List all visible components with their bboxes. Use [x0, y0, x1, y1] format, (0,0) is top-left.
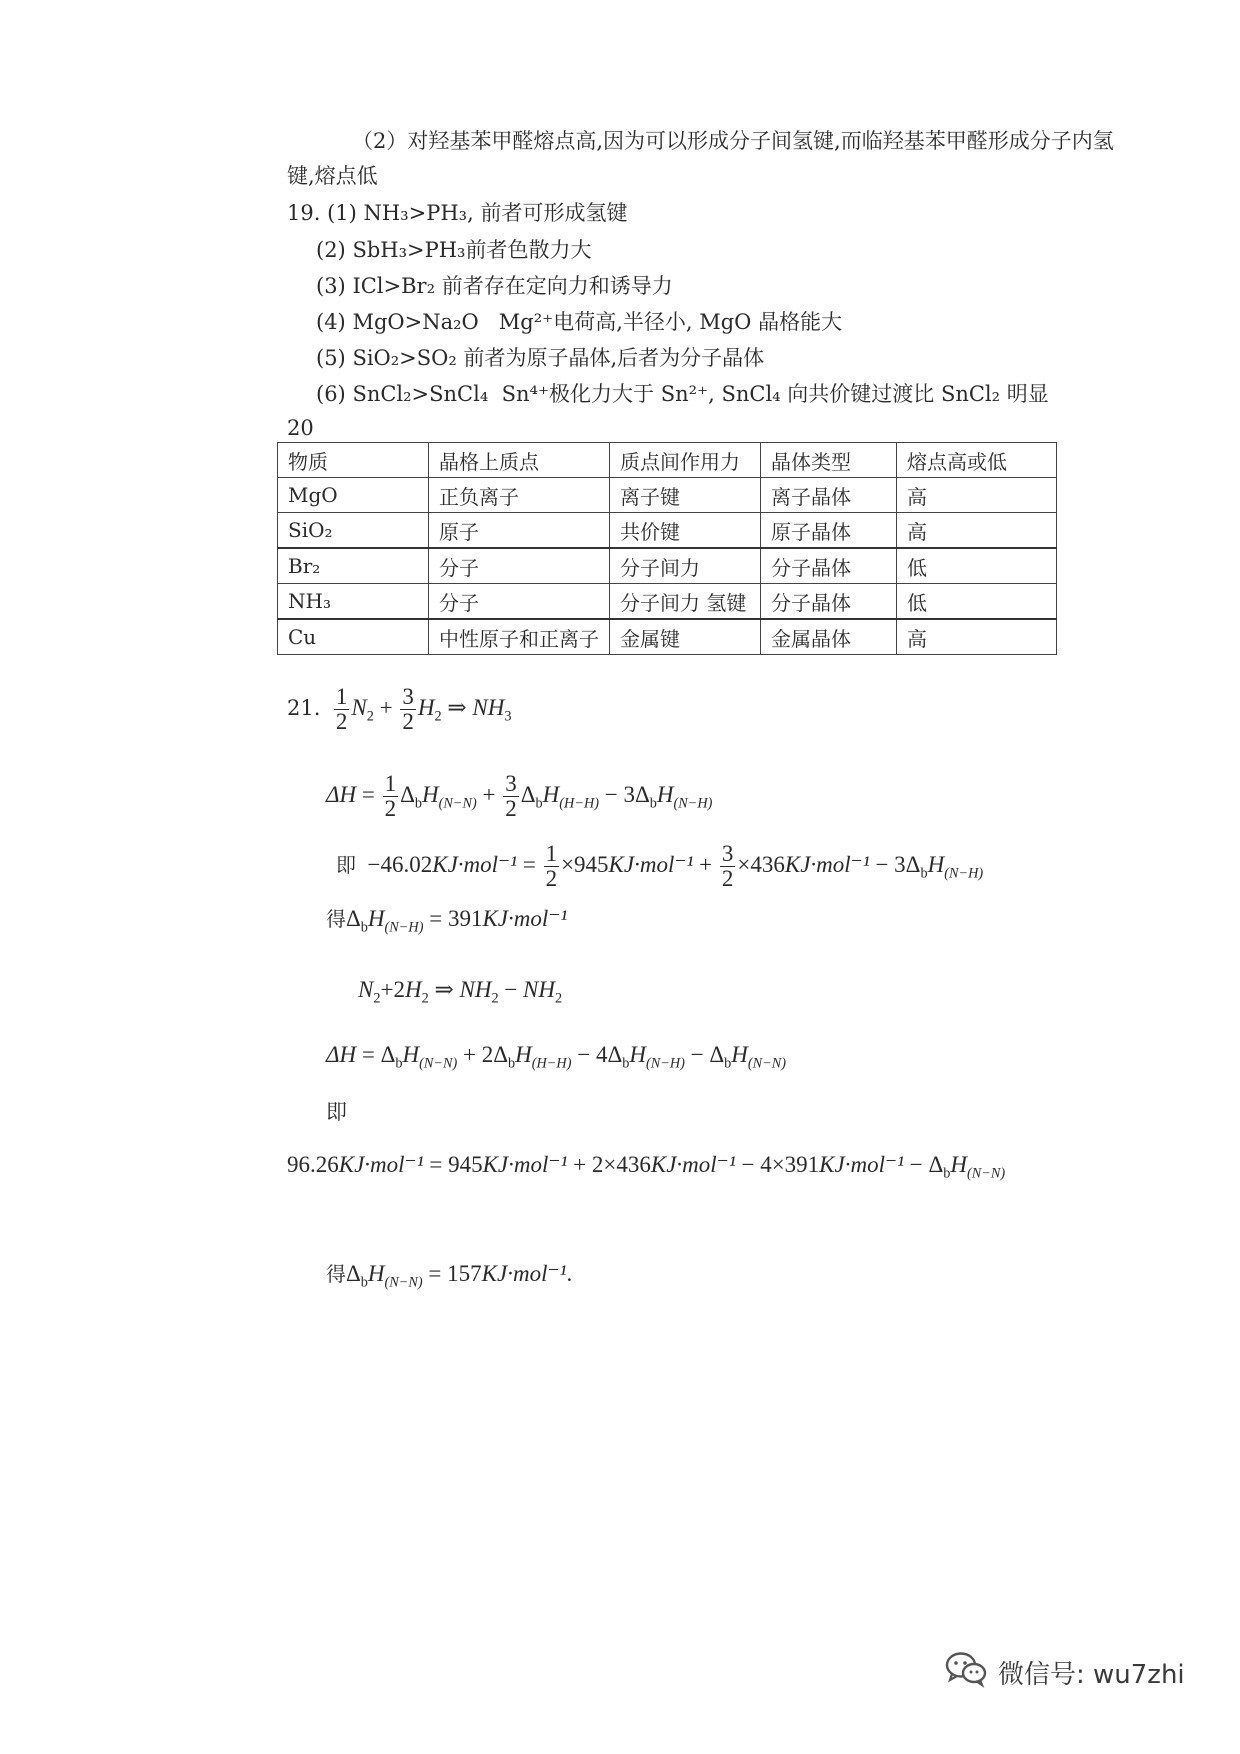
q19-item-4: (4) MgO>Na₂O Mg²⁺电荷高,半径小, MgO 晶格能大 — [316, 310, 843, 334]
table-cell: 金属晶体 — [761, 619, 897, 655]
q21-enthalpy-eq-1: ΔH = $\frac{1}{2}$ $\Delta_bH_{(N-N)}$ + $\frac{3}{2}$ $\Delta_bH_{(H-H)} - 3\Delta_bH_{(N-H)}$ — [326, 771, 713, 822]
table-header: 物质 — [278, 443, 429, 478]
table-cell: Br₂ — [278, 548, 429, 584]
fraction-one-half: $\frac{1}{2}$ — [335, 684, 348, 735]
q19-item-6: (6) SnCl₂>SnCl₄ Sn⁴⁺极化力大于 Sn²⁺, SnCl₄ 向共价键过渡比 SnCl₂ 明显 — [316, 382, 1049, 406]
table-cell: 高 — [897, 619, 1057, 655]
table-cell: 低 — [897, 548, 1057, 584]
table-cell: 中性原子和正离子 — [429, 619, 610, 655]
q21-enthalpy-sub-2: $96.26KJ\cdot mol^{-1} = 945KJ\cdot mol^{-1} + 2\times 436KJ\cdot mol^{-1} - 4\times 391KJ\cdot mol^{-1} - \Delta_bH_{(N-N)}$ — [287, 1152, 1006, 1182]
q21-word-ji: 即 — [326, 1100, 347, 1124]
table-cell: 共价键 — [610, 513, 761, 549]
table-row — [278, 548, 1057, 584]
table-cell: NH₃ — [278, 584, 429, 620]
q18-part2-line1: （2）对羟基苯甲醛熔点高,因为可以形成分子间氢键,而临羟基苯甲醛形成分子内氢 — [352, 129, 1114, 153]
table-cell: 分子间力 — [610, 548, 761, 584]
table-cell: 高 — [897, 478, 1057, 513]
q21-reaction-2: $N_2+2H_2$ ⇒ $NH_2 - NH_2$ — [358, 977, 563, 1007]
table-cell: 分子 — [429, 584, 610, 620]
crystal-table — [277, 442, 1057, 655]
table-cell: MgO — [278, 478, 429, 513]
q18-part2-line2: 键,熔点低 — [287, 164, 378, 188]
q21-reaction-1: 21. $\frac{1}{2}$ $N_2$ + $\frac{3}{2}$ $H_2$ ⇒ $NH_3$ — [287, 684, 512, 735]
table-header: 晶格上质点 — [429, 443, 610, 478]
q19-item-3: (3) ICl>Br₂ 前者存在定向力和诱导力 — [316, 274, 673, 298]
watermark-text: 微信号: wu7zhi — [998, 1660, 1185, 1690]
fraction-three-halves: $\frac{3}{2}$ — [402, 684, 414, 735]
table-cell: 原子晶体 — [761, 513, 897, 549]
q19-item-1: 19. (1) NH₃>PH₃, 前者可形成氢键 — [287, 201, 628, 225]
table-cell: Cu — [278, 619, 429, 655]
wechat-icon — [944, 1650, 988, 1695]
table-cell: 原子 — [429, 513, 610, 549]
q21-result-nn: 得$\Delta_bH_{(N-N)} = 157KJ\cdot mol^{-1}$. — [326, 1261, 573, 1291]
table-cell: 离子键 — [610, 478, 761, 513]
table-row — [278, 513, 1057, 549]
table-cell: 离子晶体 — [761, 478, 897, 513]
table-cell: 正负离子 — [429, 478, 610, 513]
table-cell: 分子 — [429, 548, 610, 584]
table-header-row — [278, 443, 1057, 478]
table-cell: 高 — [897, 513, 1057, 549]
q19-item-2: (2) SbH₃>PH₃前者色散力大 — [316, 238, 592, 262]
table-cell: 金属键 — [610, 619, 761, 655]
table-cell: 分子晶体 — [761, 548, 897, 584]
table-header: 熔点高或低 — [897, 443, 1057, 478]
table-cell: 分子间力 氢键 — [610, 584, 761, 620]
q21-enthalpy-sub-1: 即 −46.02KJ·mol⁻¹ = $\frac{1}{2}$ ×945KJ·mol⁻¹ + $\frac{3}{2}$ $\times 436KJ\cdot mol^{-1} - 3\Delta_bH_{(N-H)}$ — [336, 841, 984, 892]
q21-enthalpy-eq-2: $\Delta H = \Delta_bH_{(N-N)} + 2\Delta_bH_{(H-H)} - 4\Delta_bH_{(N-H)} - \Delta_bH_{(N-N)}$ — [326, 1042, 787, 1072]
q21-number: 21. — [287, 695, 321, 720]
q21-result-nh: 得$\Delta_bH_{(N-H)} = 391KJ\cdot mol^{-1}$ — [326, 906, 568, 936]
table-cell: 低 — [897, 584, 1057, 620]
q19-item-5: (5) SiO₂>SO₂ 前者为原子晶体,后者为分子晶体 — [316, 346, 765, 370]
table-row — [278, 619, 1057, 655]
table-cell: SiO₂ — [278, 513, 429, 549]
watermark — [944, 1650, 1185, 1695]
table-row — [278, 478, 1057, 513]
q20-number: 20 — [287, 416, 314, 440]
table-cell: 分子晶体 — [761, 584, 897, 620]
table-header: 质点间作用力 — [610, 443, 761, 478]
q19-number: 19. — [287, 201, 321, 225]
table-row — [278, 584, 1057, 620]
table-header: 晶体类型 — [761, 443, 897, 478]
